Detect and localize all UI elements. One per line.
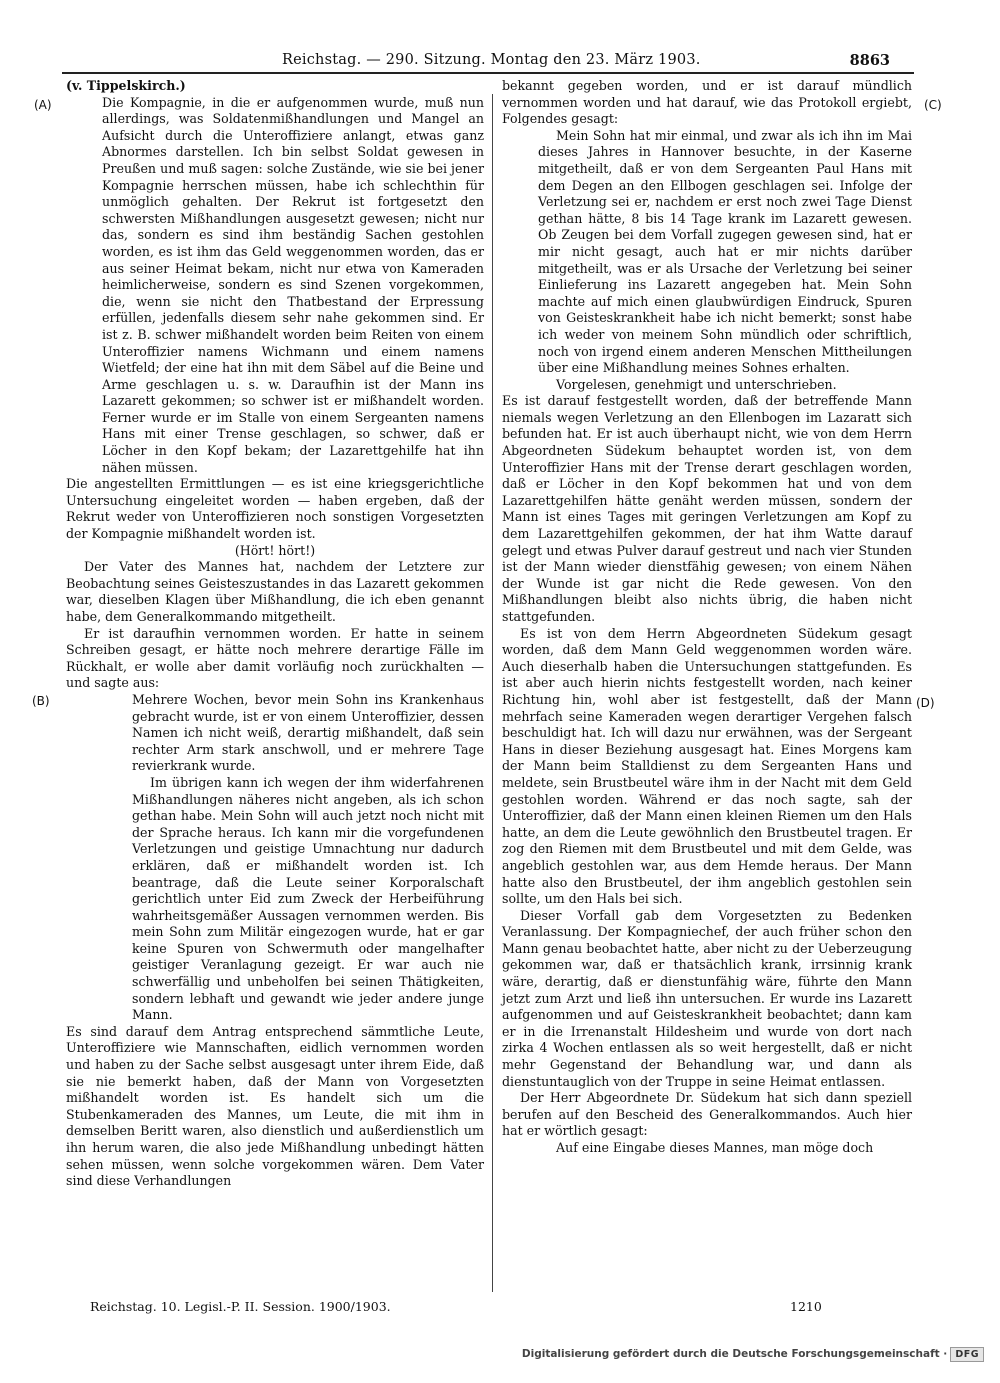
right-paragraph-5: Der Herr Abgeordnete Dr. Südekum hat sich dann speziell berufen auf den Bescheid des Generalkommandos. Auch hier hat er wörtlich gesagt: <box>502 1090 912 1139</box>
header-title: Reichstag. — 290. Sitzung. Montag den 23. März 1903. <box>282 52 701 68</box>
left-paragraph-5: Es sind darauf dem Antrag entsprechend sämmtliche Leute, Unteroffiziere wie Mannschaften, eidlich vernommen worden und haben zu der Sache selbst ausgesagt unter ihrem Eide, daß sie nie bemerkt haben, daß der Mann von Vorgesetzten mißhandelt worden ist. Es handelt sich um die Stubenkameraden des Mannes, um Leute, die mit ihm in demselben Beritt waren, also dienstlich und außerdienstlich um ihn herum waren, die also jede Mißhandlung unbedingt hätten sehen müssen, wenn solche vorgekommen wären. Dem Vater sind diese Verhandlungen <box>66 1023 484 1189</box>
column-divider <box>492 94 493 1292</box>
interjection: (Hört! hört!) <box>234 542 316 558</box>
right-column <box>502 78 912 1157</box>
right-paragraph-1: bekannt gegeben worden, und er ist darauf mündlich vernommen worden und hat darauf, wie das Protokoll ergiebt, Folgendes gesagt: <box>502 78 912 127</box>
right-paragraph-4: Dieser Vorfall gab dem Vorgesetzten zu Bedenken Veranlassung. Der Kompagniechef, der auch früher schon den Mann genau beobachtet hatte, aber nicht zu der Ueberzeugung gekommen war, daß er thatsächlich krank, irrsinnig krank wäre, derartig, daß er dienstunfähig wäre, führte den Mann jetzt zum Arzt und ließ ihn untersuchen. Er wurde ins Lazarett aufgenommen und auf Geisteskrankheit beobachtet; dann kam er in die Irrenanstalt Hildesheim und wurde von dort nach zirka 4 Wochen entlassen als so weit hergestellt, daß er nicht mehr Gegenstand der Behandlung war, und dann als dienstuntauglich von der Truppe in seine Heimat entlassen. <box>502 907 912 1089</box>
footer-sheet-number: 1210 <box>790 1299 822 1314</box>
page-header <box>250 48 890 70</box>
right-paragraph-2: Es ist darauf festgestellt worden, daß der betreffende Mann niemals wegen Verletzung an den Ellenbogen im Lazaratt sich befunden hat. Er ist auch überhaupt nicht, wie von dem Herrn Abgeordneten Südekum behauptet worden ist, von dem Unteroffizier Hans mit der Trense derart geschlagen worden, daß er Löcher in den Kopf bekommen hat und von dem Lazarettgehilfen hätte genäht werden müssen, sondern der Mann ist eines Tages mit geringen Verletzungen am Kopf zu dem Lazarettgehilfen gekommen, der hat ihm Watte darauf gelegt und etwas Pulver darauf gestreut und nach vier Stunden ist der Mann wieder dienstfähig gewesen; von einem Nähen der Wunde ist gar nicht die Rede gewesen. Von den Mißhandlungen bleibt also nichts übrig, die haben nicht stattgefunden. <box>502 393 912 624</box>
right-quote-2: Vorgelesen, genehmigt und unterschrieben. <box>556 376 837 392</box>
left-paragraph-4: Er ist daraufhin vernommen worden. Er hatte in seinem Schreiben gesagt, er hätte noch mehrere derartige Fälle im Rückhalt, er wolle aber damit vorläufig noch zurückhalten — und sagte aus: <box>66 625 484 691</box>
margin-mark-b: (B) <box>32 694 50 708</box>
margin-mark-a: (A) <box>34 98 52 112</box>
credit-text: Digitalisierung gefördert durch die Deutsche Forschungsgemeinschaft · <box>521 1348 948 1360</box>
margin-mark-d: (D) <box>916 696 935 710</box>
right-paragraph-3: Es ist von dem Herrn Abgeordneten Südekum gesagt worden, daß dem Mann Geld weggenommen worden wäre. Auch dieserhalb haben die Untersuchungen stattgefunden. Es ist aber auch hierin nichts festgestellt worden, nach keiner Richtung hin, wohl aber ist festgestellt, daß der Mann mehrfach seine Kameraden wegen derartiger Vergehen falsch beschuldigt hat. Ich will dazu nur erwähnen, was der Sergeant Hans in dieser Beziehung ausgesagt hat. Eines Morgens kam der Mann beim Stalldienst zu dem Sergeanten Hans und meldete, sein Brustbeutel wäre ihm in der Nacht mit dem Geld gestohlen worden. Während er das noch sagte, sah der Unteroffizier, daß der Mann einen kleinen Riemen um den Hals hatte, an dem die Leute gewöhnlich den Brustbeutel tragen. Er zog den Riemen mit dem Brustbeutel und mit dem Gelde, was angeblich gestohlen war, aus dem Hemde heraus. Der Mann hatte also den Brustbeutel, der ihm angeblich gestohlen sein sollte, um den Hals bei sich. <box>502 625 912 907</box>
speaker-label: (v. Tippelskirch.) <box>66 78 186 93</box>
page-number: 8863 <box>849 52 890 69</box>
footer-session-line: Reichstag. 10. Legisl.-P. II. Session. 1900/1903. <box>90 1299 391 1314</box>
left-quote-1: Mehrere Wochen, bevor mein Sohn ins Krankenhaus gebracht wurde, ist er von einem Unteroffizier, dessen Namen ich nicht weiß, derartig mißhandelt, daß sein rechter Arm stark anschwoll, und er mehrere Tage revierkrank wurde. <box>132 691 484 774</box>
right-quote-1: Mein Sohn hat mir einmal, und zwar als ich ihn im Mai dieses Jahres in Hannover besuchte, in der Kaserne mitgetheilt, daß er von dem Sergeanten Paul Hans mit dem Degen an den Ellbogen geschlagen sei. Infolge der Verletzung sei er, nachdem er erst noch zwei Tage Dienst gethan hätte, 8 bis 14 Tage krank im Lazarett gewesen. Ob Zeugen bei dem Vorfall zugegen gewesen sind, hat er mir nicht gesagt, auch hat er mir nichts darüber mitgetheilt, was er als Ursache der Verletzung bei seiner Einlieferung ins Lazarett angegeben hat. Mein Sohn machte auf mich einen glaubwürdigen Eindruck, Spuren von Geisteskrankheit habe ich nicht bemerkt; sonst habe ich weder von meinem Sohn mündlich oder schriftlich, noch von irgend einem anderen Menschen Mittheilungen über eine Mißhandlung meines Sohnes erhalten. <box>538 127 912 376</box>
dfg-logo: DFG <box>950 1347 984 1362</box>
left-paragraph-1: Die Kompagnie, in die er aufgenommen wurde, muß nun allerdings, was Soldatenmißhandlungen und Mangel an Aufsicht durch die Unteroffiziere anlangt, etwas ganz Abnormes darstellen. Ich bin selbst Soldat gewesen in Preußen und muß sagen: solche Zustände, wie sie bei jener Kompagnie herrschen müssen, habe ich schlechthin für unmöglich gehalten. Der Rekrut ist fortgesetzt den schwersten Mißhandlungen ausgesetzt gewesen; nicht nur das, sondern es sind ihm beständig Sachen gestohlen worden, es ist ihm das Geld weggenommen worden, das er aus seiner Heimat bekam, nicht nur etwa von Kameraden heimlicherweise, sondern es sind Szenen vorgekommen, die, wenn sie nicht den Thatbestand der Erpressung erfüllen, jedenfalls diesem sehr nahe gekommen sind. Er ist z. B. schwer mißhandelt worden beim Reiten von einem Unteroffizier namens Wichmann und einem namens Wietfeld; der eine hat ihn mit dem Säbel auf die Beine und Arme geschlagen u. s. w. Daraufhin ist der Mann ins Lazarett gekommen; so schwer ist er mißhandelt worden. Ferner wurde er im Stalle von einem Sergeanten namens Hans mit einer Trense geschlagen, so schwer, daß er Löcher in den Kopf bekam; der Lazarettgehilfe hat ihn nähen müssen. <box>102 94 484 475</box>
left-paragraph-3: Der Vater des Mannes hat, nachdem der Letztere zur Beobachtung seines Geisteszustandes in das Lazarett gekommen war, dieselben Klagen über Mißhandlung, die ich eben genannt habe, dem Generalkommando mitgetheilt. <box>66 559 484 624</box>
left-column <box>66 78 484 1190</box>
margin-mark-c: (C) <box>924 98 942 112</box>
digitization-credit <box>522 1344 984 1364</box>
left-quote-2: Im übrigen kann ich wegen der ihm widerfahrenen Mißhandlungen näheres nicht angeben, als ich schon gethan habe. Mein Sohn will auch jetzt noch nicht mit der Sprache heraus. Ich kann mir die vorgefundenen Verletzungen und geistige Umnachtung nur dadurch erklären, daß er mißhandelt worden ist. Ich beantrage, daß die Leute seiner Korporalschaft gerichtlich unter Eid zum Zweck der Herbeiführung wahrheitsgemäßer Aussagen vernommen werden. Bis mein Sohn zum Militär eingezogen wurde, hat er gar keine Spuren von Schwermuth oder mangelhafter geistiger Veranlagung gezeigt. Er war auch nie schwerfällig und unbeholfen bei seinen Thätigkeiten, sondern lebhaft und gewandt wie jeder andere junge Mann. <box>132 774 484 1023</box>
left-paragraph-2: Die angestellten Ermittlungen — es ist eine kriegsgerichtliche Untersuchung eingeleitet worden — haben ergeben, daß der Rekrut weder von Unteroffizieren noch sonstigen Vorgesetzten der Kompagnie mißhandelt worden ist. <box>66 476 484 542</box>
right-quote-3: Auf eine Eingabe dieses Mannes, man möge doch <box>556 1140 874 1155</box>
header-rule <box>62 72 914 74</box>
